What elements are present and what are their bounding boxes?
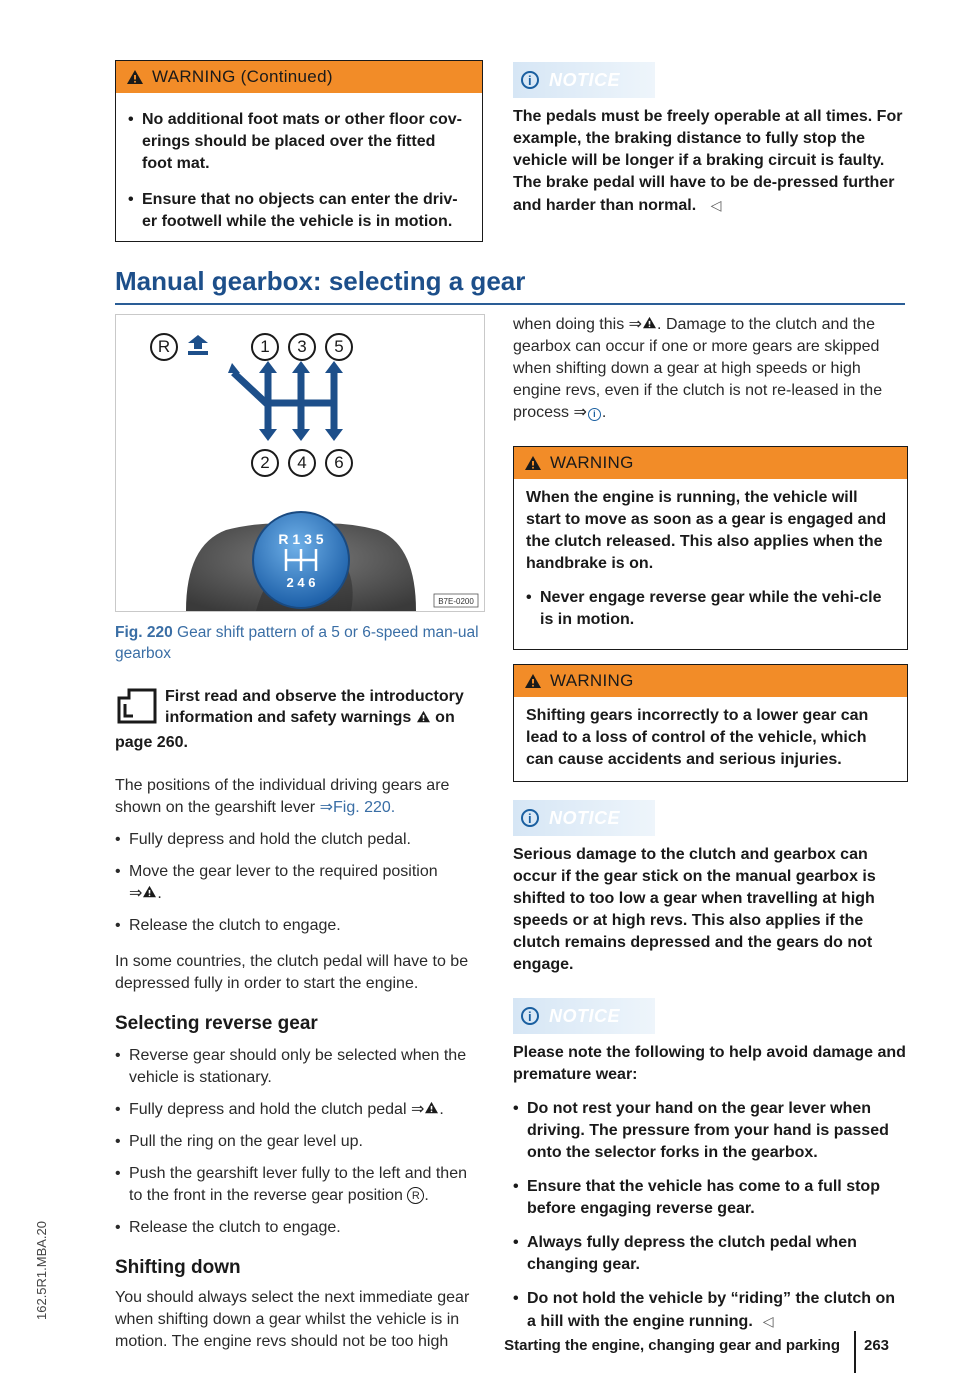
warning-title: WARNING (Continued)	[152, 67, 333, 86]
intro-note: First read and observe the introductory information and safety warnings on	[115, 686, 483, 732]
notice-icon: i	[521, 809, 539, 827]
paragraph: when doing this ⇒ . Damage to the clutch and the gearbox can occur if one or more gears are skipped when shifting down a gear at high speeds or high engine revs, even if the clutch is not re-leased in the process ⇒ i .	[513, 316, 883, 421]
gear-1-icon: 1	[251, 333, 279, 361]
gear-2-icon: 2	[251, 449, 279, 477]
heading-rule	[115, 303, 905, 305]
subheading-reverse: Selecting reverse gear	[115, 1013, 318, 1034]
page-number: 263	[864, 1337, 890, 1354]
knob-bottom-label: 2 4 6	[286, 575, 316, 590]
list-item: • Ensure that the vehicle has come to a full stop before engaging reverse gear.	[513, 1178, 880, 1217]
subheading-shifting-down: Shifting down	[115, 1257, 241, 1278]
gear-6-icon: 6	[325, 449, 353, 477]
gear-labels-top-right	[251, 333, 357, 361]
list-item: • Reverse gear should only be selected when the vehicle is stationary.	[115, 1047, 467, 1086]
warning-box: WARNING When the engine is running, the vehicle will start to move as soon as a gear is engaged and the clutch released. This also applies when the handbrake is on. • Never engage reverse gear while the vehi-cle is in motion.	[513, 446, 908, 650]
warning-header: WARNING	[514, 665, 907, 697]
figure-caption: Fig. 220 Gear shift pattern of a 5 or 6-speed man-ual gearbox	[115, 624, 479, 662]
knob-top-label: R 1 3 5	[278, 531, 324, 547]
paragraph: The positions of the individual driving gears are shown on the gearshift lever ⇒Fig. 220.	[115, 777, 450, 816]
warning-triangle-icon	[126, 69, 144, 85]
list-item: • Ensure that no objects can enter the driv-er footwell while the vehicle is in motion.	[128, 191, 458, 230]
list-item: • Release the clutch to engage.	[115, 1219, 341, 1236]
reverse-gear-icon: R	[407, 1187, 424, 1204]
warning-triangle-icon[interactable]	[142, 885, 157, 898]
side-code: 162.5R1.MBA.20	[34, 1220, 49, 1320]
list-item: • Pull the ring on the gear level up.	[115, 1133, 363, 1150]
notice-header: i NOTICE	[513, 62, 655, 98]
list-item: • Release the clutch to engage.	[115, 917, 341, 934]
warning-header	[116, 61, 482, 93]
right-column	[513, 314, 908, 1341]
list-item: • Never engage reverse gear while the vehi-cle is in motion.	[526, 589, 882, 628]
notice-text: Serious damage to the clutch and gearbox can occur if the gear stick on the manual gearbox is shifted to too low a gear when travelling at high speeds or at high revs. This also applies if the clutch remains depressed and the gears do not engage.	[513, 846, 876, 973]
list-item: • No additional foot mats or other floor cov-erings should be placed over the fitted foot mat.	[128, 111, 462, 172]
left-column-text	[115, 622, 483, 1353]
notice-icon: i	[521, 1007, 539, 1025]
list-item: • Fully depress and hold the clutch pedal ⇒ .	[115, 1101, 444, 1118]
warning-triangle-icon	[416, 710, 431, 723]
paragraph: In some countries, the clutch pedal will have to be depressed fully in order to start the engine.	[115, 953, 469, 992]
notice-icon: i	[521, 71, 539, 89]
warning-header: WARNING	[514, 447, 907, 479]
footer-divider	[854, 1331, 856, 1373]
left-column	[115, 60, 483, 242]
notice-text: Please note the following to help avoid damage and premature wear:	[513, 1044, 906, 1083]
gear-3-icon: 3	[288, 333, 316, 361]
footer-chapter: Starting the engine, changing gear and parking	[504, 1337, 840, 1354]
gear-r-icon: R	[150, 333, 178, 361]
section-heading: Manual gearbox: selecting a gear	[115, 266, 905, 305]
gear-labels-top	[150, 333, 182, 361]
warning-box: WARNING Shifting gears incorrectly to a lower gear can lead to a loss of control of the vehicle, which can cause accidents and serious injuries.	[513, 664, 908, 782]
right-column-top	[513, 62, 908, 217]
reverse-lift-icon	[188, 335, 208, 355]
figure-link[interactable]: ⇒Fig. 220.	[319, 799, 396, 816]
list-item: • Do not hold the vehicle by “riding” the clutch on a hill with the engine running. ◁	[513, 1290, 896, 1330]
page-footer	[470, 1331, 910, 1373]
list-item: • Always fully depress the clutch pedal when changing gear.	[513, 1234, 857, 1273]
warning-triangle-icon	[524, 673, 542, 689]
list-item: • Move the gear lever to the required position ⇒ .	[115, 863, 438, 902]
warning-triangle-icon[interactable]	[642, 316, 657, 329]
notice-header: i NOTICE	[513, 998, 655, 1034]
end-mark-icon: ◁	[710, 197, 722, 213]
paragraph: You should always select the next immediate gear when shifting down a gear whilst the vehicle is in motion. The engine revs should not be too high	[115, 1289, 470, 1350]
gear-figure	[115, 314, 485, 612]
figure-code: B7E-0200	[438, 597, 474, 606]
list-item: • Fully depress and hold the clutch pedal.	[115, 831, 411, 848]
notice-ref-icon[interactable]: i	[588, 408, 601, 421]
book-icon	[115, 686, 165, 732]
notice-text: The pedals must be freely operable at all times. For example, the braking distance to fully stop the vehicle will be longer if a braking circuit is faulty. The brake pedal will have to be de-pressed further and harder than normal. ◁	[513, 108, 903, 214]
gear-labels-bottom	[251, 449, 357, 477]
warning-triangle-icon	[524, 455, 542, 471]
warning-continued-box	[115, 60, 483, 242]
end-mark-icon: ◁	[762, 1313, 774, 1329]
shift-pattern-icon	[236, 375, 334, 430]
notice-header: i NOTICE	[513, 800, 655, 836]
list-item: • Push the gearshift lever fully to the left and then to the front in the reverse gear position R .	[115, 1165, 467, 1204]
list-item: • Do not rest your hand on the gear lever when driving. The pressure from your hand is passed onto the selector forks in the gearbox.	[513, 1100, 889, 1161]
intro-page-ref: page 260.	[115, 734, 188, 751]
warning-triangle-icon[interactable]	[424, 1101, 439, 1114]
gear-5-icon: 5	[325, 333, 353, 361]
gear-4-icon: 4	[288, 449, 316, 477]
